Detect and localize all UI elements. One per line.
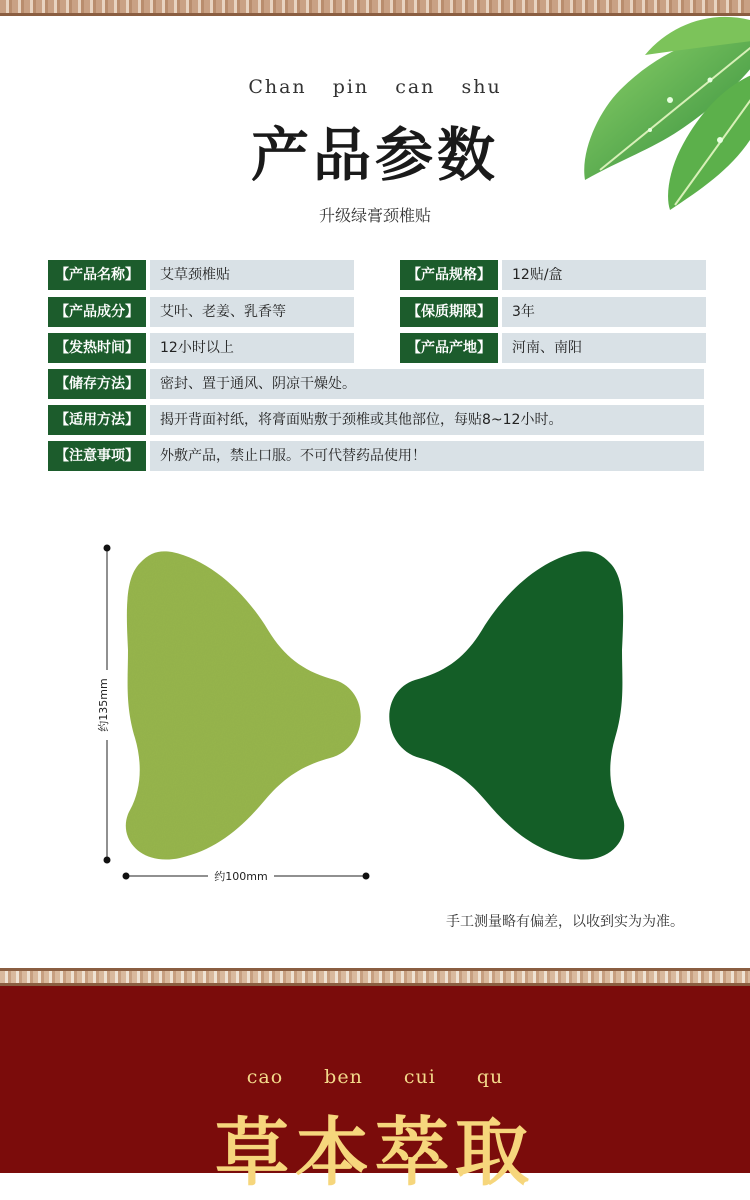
param-label: 【适用方法】 [48, 405, 146, 435]
param-value: 艾草颈椎贴 [150, 260, 354, 290]
param-value: 12小时以上 [150, 333, 354, 363]
header-pinyin: Chan pin can shu [248, 76, 502, 98]
section-decorative-border [0, 968, 750, 986]
param-row-ingredients [48, 297, 354, 327]
param-row-origin [400, 333, 706, 363]
param-row-notice [48, 441, 704, 471]
dimension-dot [104, 857, 111, 864]
param-label: 【产品名称】 [48, 260, 146, 290]
param-value: 12贴/盒 [502, 260, 706, 290]
page-title: 产品参数 [250, 121, 499, 189]
param-value: 密封、置于通风、阴凉干燥处。 [150, 369, 704, 399]
param-row-name [48, 260, 354, 290]
param-label: 【注意事项】 [48, 441, 146, 471]
param-value: 揭开背面衬纸，将膏面贴敷于颈椎或其他部位，每贴8~12小时。 [150, 405, 704, 435]
param-value: 外敷产品，禁止口服。不可代替药品使用！ [150, 441, 704, 471]
param-label: 【储存方法】 [48, 369, 146, 399]
param-label: 【保质期限】 [400, 297, 498, 327]
dimension-dot [123, 873, 130, 880]
page-subtitle: 升级绿膏颈椎贴 [318, 206, 431, 225]
section-title: 草本萃取 [215, 1110, 535, 1196]
param-row-spec [400, 260, 706, 290]
param-row-heat-time [48, 333, 354, 363]
param-value: 3年 [502, 297, 706, 327]
param-value: 河南、南阳 [502, 333, 706, 363]
width-dimension-label: 约100mm [214, 870, 268, 883]
param-label: 【发热时间】 [48, 333, 146, 363]
param-row-shelf-life [400, 297, 706, 327]
param-row-usage [48, 405, 704, 435]
param-label: 【产品产地】 [400, 333, 498, 363]
param-label: 【产品规格】 [400, 260, 498, 290]
section-pinyin: cao ben cui qu [246, 1066, 504, 1088]
patch-front-dark [389, 551, 624, 859]
dimension-dot [363, 873, 370, 880]
patch-illustration [0, 530, 750, 890]
measurement-note: 手工测量略有偏差，以收到实为为准。 [446, 914, 684, 930]
param-row-storage [48, 369, 704, 399]
param-value: 艾叶、老姜、乳香等 [150, 297, 354, 327]
height-dimension-label: 约135mm [97, 678, 110, 732]
dimension-dot [104, 545, 111, 552]
patch-back-light [126, 551, 361, 859]
param-label: 【产品成分】 [48, 297, 146, 327]
